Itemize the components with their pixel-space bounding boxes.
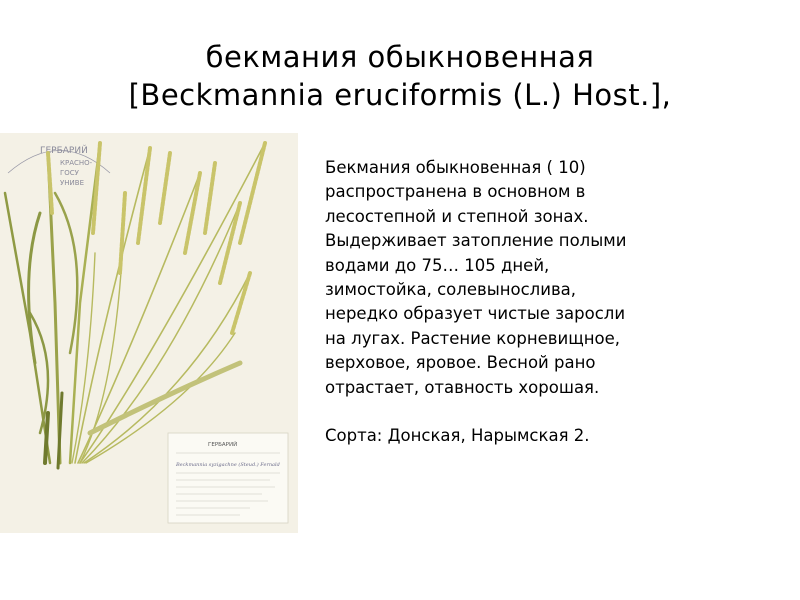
description-line-4: Выдерживает затопление полыми [325, 231, 627, 251]
stamp-text-3: ГОСУ [60, 169, 79, 177]
stamp-text-2: КРАСНО- [60, 159, 93, 167]
description-line-1: Бекмания обыкновенная ( 10) [325, 158, 586, 177]
paragraph-gap [325, 400, 785, 424]
description-line-8: на лугах. Растение корневищное, [325, 328, 621, 348]
label-species: Beckmannia syzigachne (Steud.) Fernald [176, 462, 280, 468]
herbarium-label [168, 433, 288, 523]
slide-title [0, 38, 800, 114]
description-line-10: отрастает, отавность хорошая. [325, 377, 600, 397]
description-line-9: верховое, яровое. Весной рано [325, 353, 596, 373]
description-line-6: зимостойка, солевынослива, [325, 280, 577, 300]
herbarium-sheet-image [0, 133, 298, 533]
herbarium-illustration [0, 133, 298, 533]
label-header: ГЕРБАРИЙ [208, 442, 238, 448]
description-line-7: нередко образует чистые заросли [325, 304, 626, 324]
stamp-text-4: УНИВЕ [60, 179, 84, 187]
varieties-line: Сорта: Донская, Нарымская 2. [325, 426, 590, 446]
stamp-text-1: ГЕРБАРИЙ [40, 146, 88, 156]
title-line-1: бекмания обыкновенная [205, 40, 595, 74]
description-line-2: распространена в основном в [325, 182, 586, 202]
title-line-2: [Beckmannia eruciformis (L.) Host.], [128, 78, 672, 112]
description-line-3: лесостепной и степной зонах. [325, 206, 589, 226]
description-block [325, 156, 785, 448]
description-line-5: водами до 75… 105 дней, [325, 255, 550, 275]
